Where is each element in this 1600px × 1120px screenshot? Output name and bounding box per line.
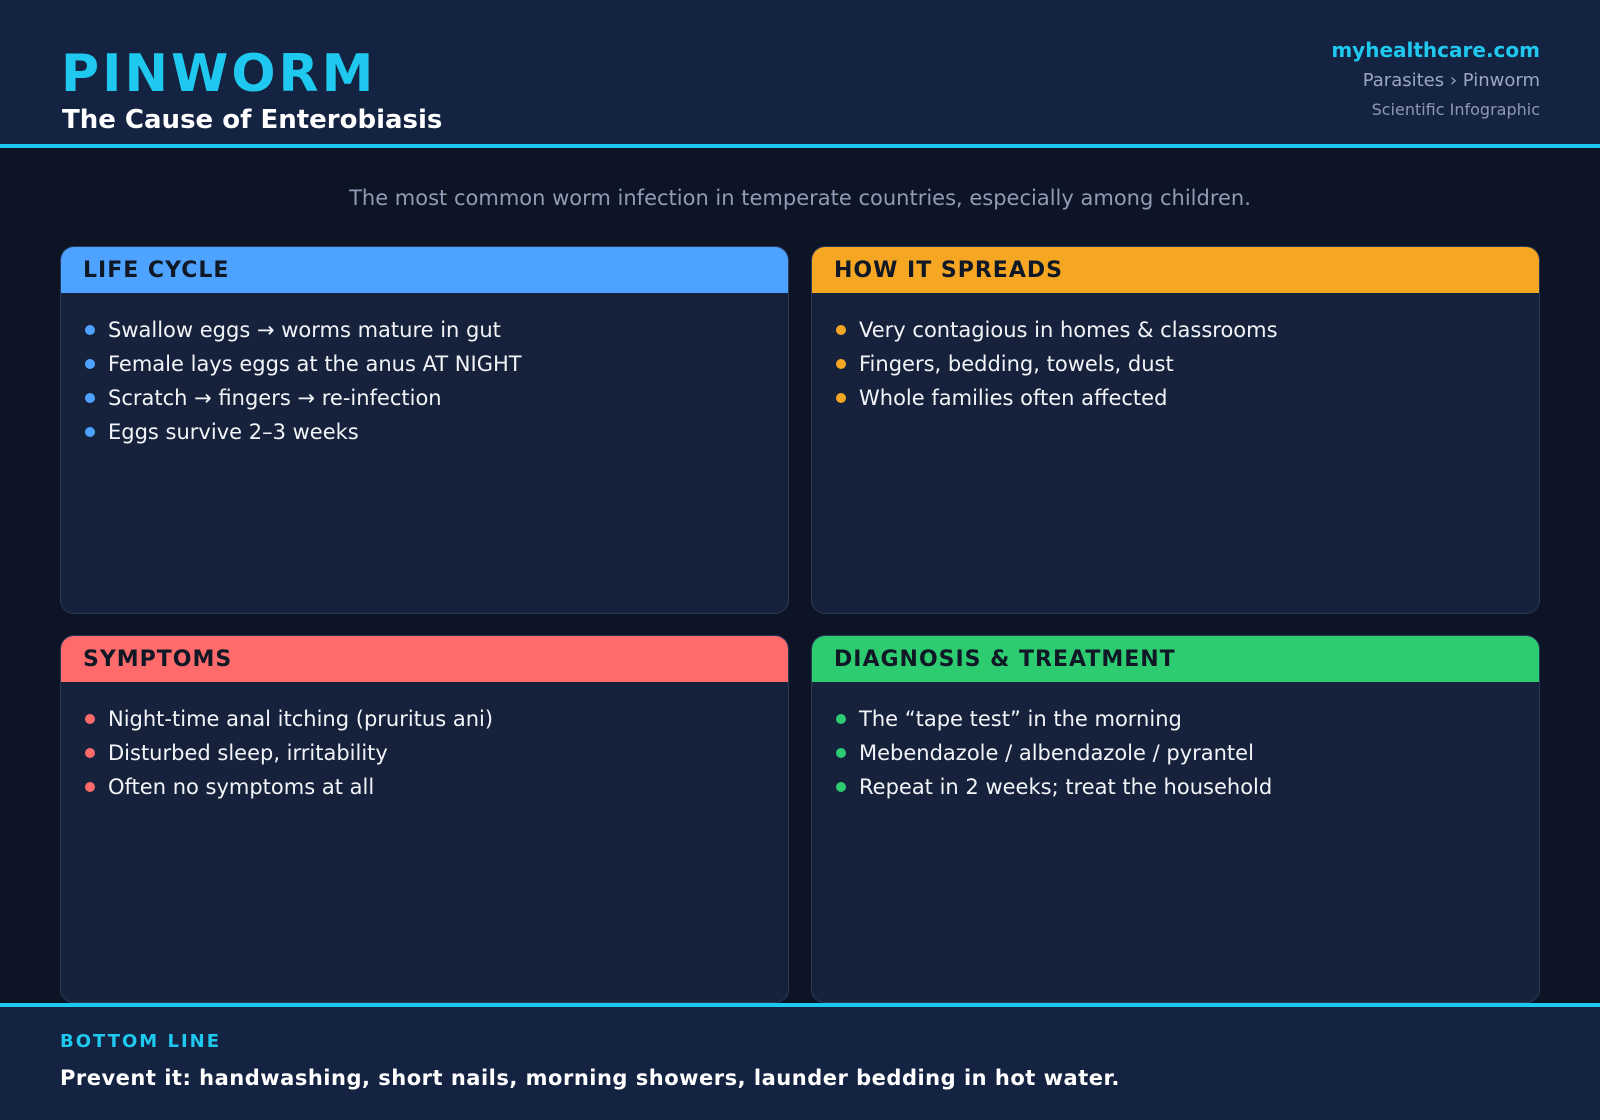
bullet-dot-icon bbox=[85, 325, 95, 335]
header bbox=[0, 0, 1600, 148]
footer bbox=[0, 1003, 1600, 1120]
list-item-text: Female lays eggs at the anus AT NIGHT bbox=[108, 352, 522, 376]
bullet-dot-icon bbox=[836, 359, 846, 369]
bullet-dot-icon bbox=[836, 714, 846, 724]
page-title: PINWORM bbox=[61, 44, 377, 104]
card-title: SYMPTOMS bbox=[83, 647, 233, 672]
list-item bbox=[836, 736, 1515, 770]
list-item-text: Repeat in 2 weeks; treat the household bbox=[859, 775, 1273, 799]
list-item-text: Scratch → fingers → re-infection bbox=[108, 386, 442, 410]
list-item-text: Fingers, bedding, towels, dust bbox=[859, 352, 1174, 376]
bullet-dot-icon bbox=[836, 393, 846, 403]
breadcrumb: Parasites › Pinworm bbox=[1362, 70, 1540, 91]
list-item-text: Swallow eggs → worms mature in gut bbox=[108, 318, 501, 342]
card-title: HOW IT SPREADS bbox=[834, 258, 1063, 283]
list-item bbox=[836, 347, 1515, 381]
card-list bbox=[61, 293, 788, 449]
list-item-text: Night-time anal itching (pruritus ani) bbox=[108, 707, 494, 731]
card-header bbox=[61, 636, 788, 682]
card-header bbox=[61, 247, 788, 293]
list-item-text: The “tape test” in the morning bbox=[859, 707, 1182, 731]
card-diagnosis-treatment bbox=[811, 635, 1540, 1003]
list-item-text: Very contagious in homes & classrooms bbox=[859, 318, 1278, 342]
list-item-text: Mebendazole / albendazole / pyrantel bbox=[859, 741, 1254, 765]
bullet-dot-icon bbox=[836, 782, 846, 792]
card-how-it-spreads bbox=[811, 246, 1540, 614]
list-item bbox=[85, 381, 764, 415]
card-title: DIAGNOSIS & TREATMENT bbox=[834, 647, 1176, 672]
list-item-text: Whole families often affected bbox=[859, 386, 1168, 410]
list-item-text: Disturbed sleep, irritability bbox=[108, 741, 388, 765]
bullet-dot-icon bbox=[836, 325, 846, 335]
list-item bbox=[836, 770, 1515, 804]
card-list bbox=[812, 293, 1539, 415]
bullet-dot-icon bbox=[85, 714, 95, 724]
card-header bbox=[812, 636, 1539, 682]
card-title: LIFE CYCLE bbox=[83, 258, 230, 283]
list-item bbox=[85, 415, 764, 449]
card-list bbox=[61, 682, 788, 804]
footer-text: Prevent it: handwashing, short nails, morning showers, launder bedding in hot water. bbox=[60, 1066, 1120, 1090]
page-subtitle: The Cause of Enterobiasis bbox=[62, 105, 443, 135]
site-link[interactable]: myhealthcare.com bbox=[1331, 38, 1540, 62]
list-item bbox=[836, 702, 1515, 736]
footer-label: BOTTOM LINE bbox=[60, 1031, 221, 1052]
list-item bbox=[836, 381, 1515, 415]
card-list bbox=[812, 682, 1539, 804]
bullet-dot-icon bbox=[85, 427, 95, 437]
list-item bbox=[85, 736, 764, 770]
intro-text: The most common worm infection in temperate countries, especially among children. bbox=[349, 186, 1251, 210]
list-item bbox=[836, 313, 1515, 347]
bullet-dot-icon bbox=[85, 748, 95, 758]
bullet-dot-icon bbox=[85, 359, 95, 369]
card-symptoms bbox=[60, 635, 789, 1003]
list-item bbox=[85, 702, 764, 736]
infographic-tag: Scientific Infographic bbox=[1371, 100, 1540, 119]
card-header bbox=[812, 247, 1539, 293]
list-item bbox=[85, 347, 764, 381]
list-item-text: Often no symptoms at all bbox=[108, 775, 375, 799]
list-item bbox=[85, 770, 764, 804]
list-item-text: Eggs survive 2–3 weeks bbox=[108, 420, 359, 444]
bullet-dot-icon bbox=[85, 393, 95, 403]
bullet-dot-icon bbox=[85, 782, 95, 792]
card-life-cycle bbox=[60, 246, 789, 614]
bullet-dot-icon bbox=[836, 748, 846, 758]
list-item bbox=[85, 313, 764, 347]
